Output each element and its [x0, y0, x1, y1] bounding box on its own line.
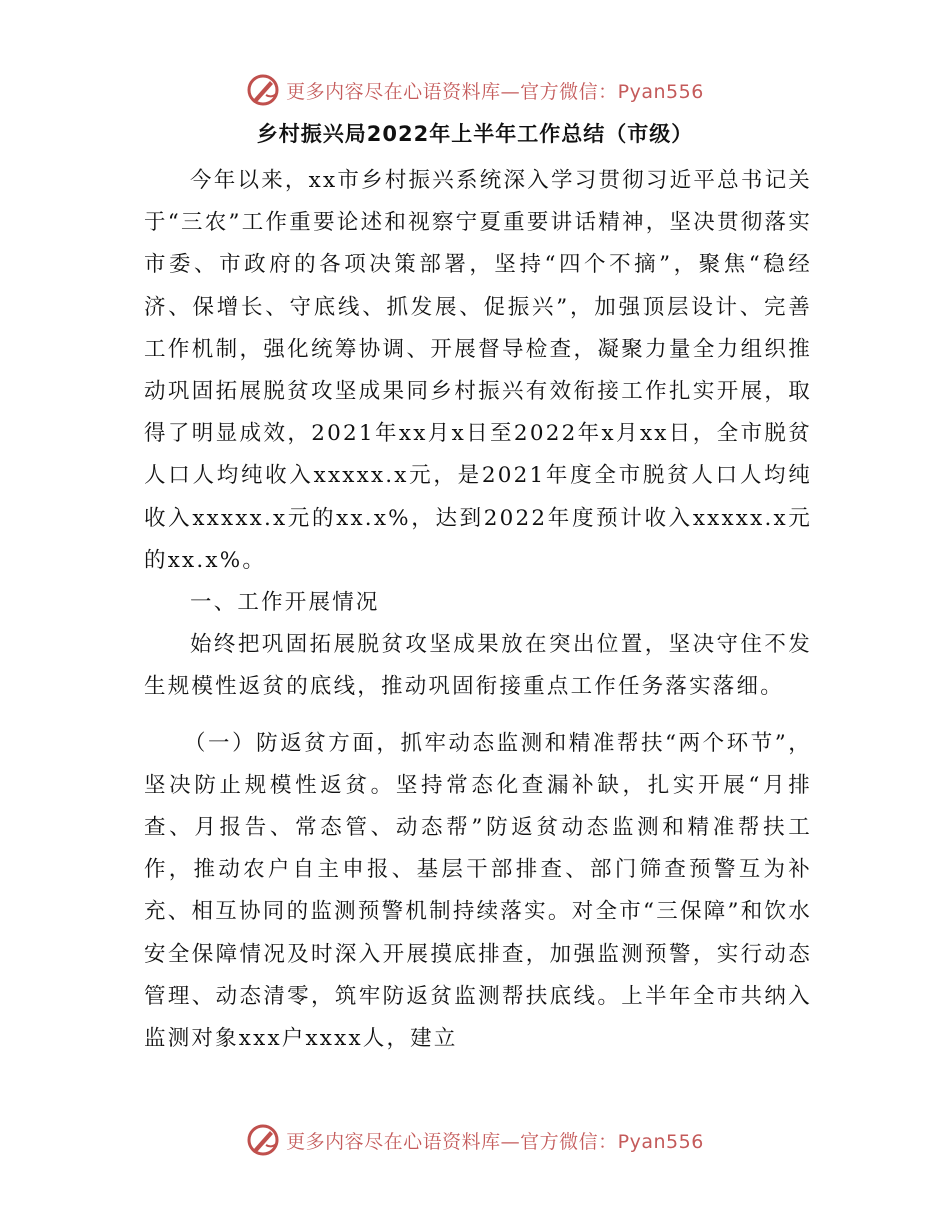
section-heading: 一、工作开展情况	[190, 590, 380, 616]
paragraph-section-intro: 始终把巩固拓展脱贫攻坚成果放在突出位置，坚决守住不发生规模性返贫的底线，推动巩固衔接重点工作任务落实落细。	[144, 632, 812, 700]
logo-icon	[246, 73, 280, 107]
document-body	[144, 160, 812, 1060]
watermark-text: 更多内容尽在心语资料库—官方微信：Pyan556	[286, 80, 704, 103]
watermark-footer	[0, 1120, 950, 1160]
document-title: 乡村振兴局2022年上半年工作总结（市级）	[256, 122, 694, 146]
logo-icon	[246, 1123, 280, 1157]
watermark-group	[246, 1123, 704, 1157]
watermark-group	[246, 73, 704, 107]
watermark-text: 更多内容尽在心语资料库—官方微信：Pyan556	[286, 1130, 704, 1153]
paragraph-subsection-1: （一）防返贫方面，抓牢动态监测和精准帮扶“两个环节”，坚决防止规模性返贫。坚持常态化查漏补缺，扎实开展“月排查、月报告、常态管、动态帮”防返贫动态监测和精准帮扶工作，推动农户自主申报、基层干部排查、部门筛查预警互为补充、相互协同的监测预警机制持续落实。对全市“三保障”和饮水安全保障情况及时深入开展摸底排查，加强监测预警，实行动态管理、动态清零，筑牢防返贫监测帮扶底线。上半年全市共纳入监测对象xxx户xxxx人，建立	[144, 730, 812, 1052]
watermark-header	[0, 70, 950, 110]
paragraph-intro: 今年以来，xx市乡村振兴系统深入学习贯彻习近平总书记关于“三农”工作重要论述和视察宁夏重要讲话精神，坚决贯彻落实市委、市政府的各项决策部署，坚持“四个不摘”，聚焦“稳经济、保增长、守底线、抓发展、促振兴”，加强顶层设计、完善工作机制，强化统筹协调、开展督导检查，凝聚力量全力组织推动巩固拓展脱贫攻坚成果同乡村振兴有效衔接工作扎实开展，取得了明显成效，2021年xx月x日至2022年x月xx日，全市脱贫人口人均纯收入xxxxx.x元，是2021年度全市脱贫人口人均纯收入xxxxx.x元的xx.x%，达到2022年度预计收入xxxxx.x元的xx.x%。	[144, 168, 812, 573]
